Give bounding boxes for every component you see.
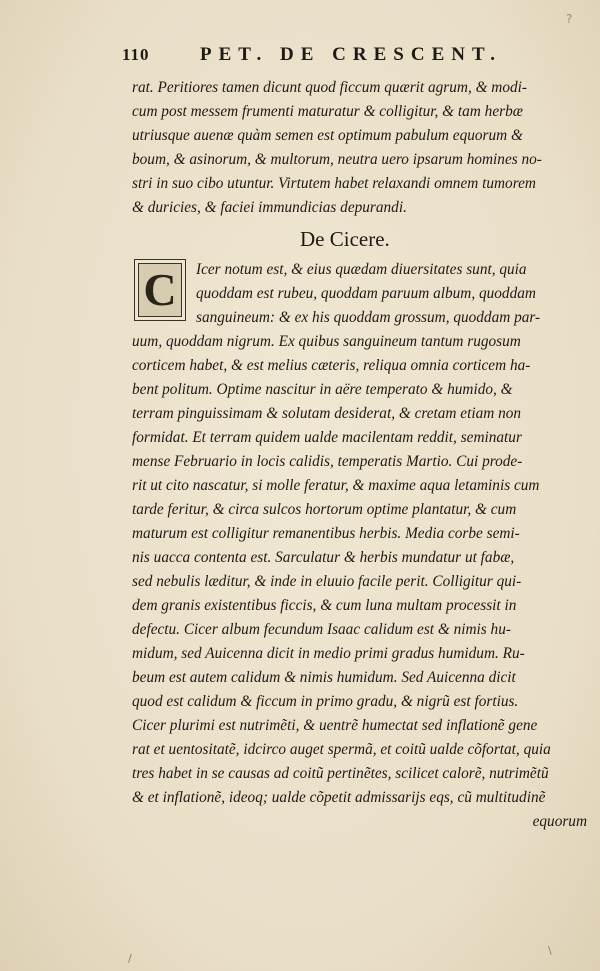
running-title: PET. DE CRESCENT.: [200, 44, 502, 65]
text-line: Icer notum est, & eius quædam diuersitates sunt, quia: [196, 261, 527, 278]
text-line: Cicer plurimi est nutrimẽti, & uentrẽ humectat sed inflationẽ gene: [132, 717, 538, 734]
text-line: tarde feritur, & circa sulcos hortorum optime plantatur, & cum: [132, 501, 517, 518]
text-line: beum est autem calidum & nimis humidum. Sed Auicenna dicit: [132, 669, 516, 686]
text-line: quoddam est rubeu, quoddam paruum album, quoddam: [196, 285, 536, 302]
text-line: midum, sed Auicenna dicit in medio primi gradus humidum. Ru-: [132, 645, 525, 662]
top-paragraph: [132, 76, 587, 220]
section-heading: De Cicere.: [300, 227, 390, 251]
running-head: [122, 42, 502, 68]
text-line: bent politum. Optime nascitur in aëre temperato & humido, &: [132, 381, 513, 398]
text-line: corticem habet, & est melius cæteris, reliqua omnia corticem ha-: [132, 357, 531, 374]
text-line: sanguineum: & ex his quoddam grossum, quoddam par-: [196, 309, 541, 326]
text-line: cum post messem frumenti maturatur & colligitur, & tam herbæ: [132, 103, 523, 120]
indented-paragraph: [196, 258, 586, 330]
text-line: utriusque auenæ quàm semen est optimum pabulum equorum &: [132, 127, 523, 144]
text-line: uum, quoddam nigrum. Ex quibus sanguineum tantum rugosum: [132, 333, 521, 350]
text-line: rat. Peritiores tamen dicunt quod ficcum quærit agrum, & modi-: [132, 79, 528, 96]
text-line: quod est calidum & ficcum in primo gradu, & nigrũ est fortius.: [132, 693, 519, 710]
text-line: rit ut cito nascatur, si molle feratur, & maxime aqua letaminis cum: [132, 477, 540, 494]
corner-mark: ?: [566, 12, 573, 26]
text-line: rat et uentositatẽ, idcirco auget spermã, et coitũ ualde cõfortat, quia: [132, 741, 551, 758]
drop-cap-letter: C: [143, 264, 177, 315]
text-line: sed nebulis læditur, & inde in eluuio facile perit. Colligitur qui-: [132, 573, 522, 590]
body-paragraph: [132, 330, 587, 834]
page-edge-mark: \: [548, 944, 552, 957]
text-line: nis uacca contenta est. Sarculatur & herbis mundatur ut fabæ,: [132, 549, 515, 566]
text-line: tres habet in se causas ad coitũ pertinẽtes, scilicet calorẽ, nutrimẽtũ: [132, 765, 549, 782]
text-line: & duricies, & faciei immundicias depurandi.: [132, 199, 407, 216]
catchword: equorum: [532, 813, 587, 830]
drop-cap-ornament: [134, 259, 186, 321]
page-number: 110: [122, 45, 150, 64]
text-line: defectu. Cicer album fecundum Isaac calidum est & nimis hu-: [132, 621, 511, 638]
text-line: maturum est colligitur remanentibus herbis. Media corbe semi-: [132, 525, 520, 542]
text-line: mense Februario in locis calidis, temperatis Martio. Cui prode-: [132, 453, 523, 470]
page-edge-mark: /: [128, 952, 132, 965]
text-line: & et inflationẽ, ideoq; ualde cõpetit admissarijs eqs, cũ multitudinẽ: [132, 789, 546, 806]
text-line: formidat. Et terram quidem ualde macilentam reddit, seminatur: [132, 429, 522, 446]
text-line: stri in suo cibo utuntur. Virtutem habet relaxandi omnem tumorem: [132, 175, 536, 192]
text-line: terram pinguissimam & solutam desiderat, & cretam etiam non: [132, 405, 522, 422]
text-line: dem granis existentibus ficcis, & cum luna multam processit in: [132, 597, 517, 614]
text-line: boum, & asinorum, & multorum, neutra uero ipsarum homines no-: [132, 151, 542, 168]
